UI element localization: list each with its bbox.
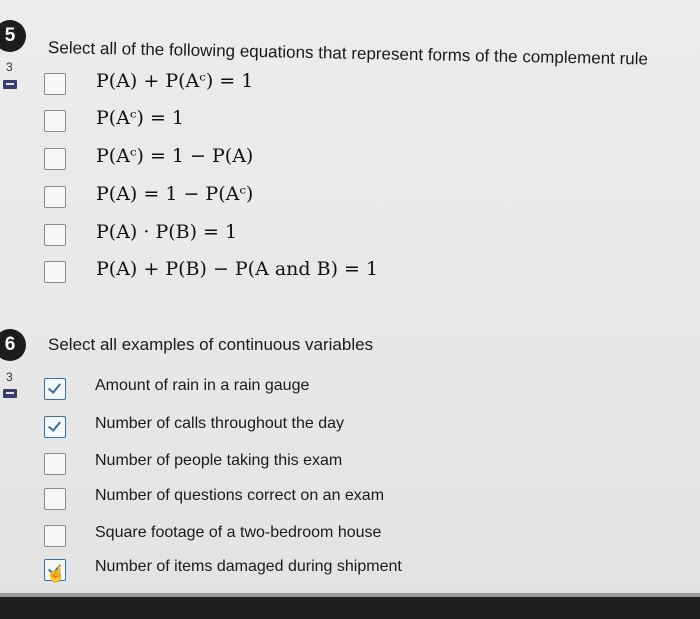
option-5[interactable] bbox=[44, 522, 604, 548]
option-label: P(A) · P(B) = 1 bbox=[96, 221, 238, 243]
option-1[interactable] bbox=[44, 375, 604, 401]
option-label: Amount of rain in a rain gauge bbox=[95, 377, 310, 394]
option-5[interactable] bbox=[44, 221, 604, 247]
points-label: 3 bbox=[6, 60, 13, 74]
points-label: 3 bbox=[6, 370, 13, 384]
hand-cursor-icon: ☝ bbox=[46, 566, 66, 583]
option-label: P(A) = 1 − P(Aᶜ) bbox=[96, 183, 254, 205]
option-label: Number of questions correct on an exam bbox=[95, 487, 385, 504]
option-2[interactable] bbox=[44, 413, 604, 439]
option-label: Number of calls throughout the day bbox=[95, 415, 345, 432]
option-3[interactable] bbox=[44, 450, 604, 476]
checkbox[interactable] bbox=[44, 261, 66, 283]
checkbox-checked[interactable] bbox=[44, 378, 66, 400]
option-label: P(Aᶜ) = 1 − P(A) bbox=[96, 145, 254, 167]
checkbox[interactable] bbox=[44, 186, 66, 208]
option-label: Number of items damaged during shipment bbox=[95, 558, 402, 575]
flag-icon[interactable] bbox=[3, 389, 17, 398]
option-2[interactable] bbox=[44, 107, 604, 133]
checkbox[interactable] bbox=[44, 224, 66, 246]
flag-icon[interactable] bbox=[3, 80, 17, 89]
question-number-badge: 5 bbox=[0, 20, 26, 52]
question-prompt: Select all examples of continuous variables bbox=[48, 335, 374, 354]
option-label: P(A) + P(B) − P(A and B) = 1 bbox=[96, 258, 379, 280]
checkbox[interactable] bbox=[44, 110, 66, 132]
checkbox[interactable] bbox=[44, 453, 66, 475]
option-label: Square footage of a two-bedroom house bbox=[95, 524, 382, 541]
option-label: P(Aᶜ) = 1 bbox=[96, 107, 184, 129]
screen-bezel bbox=[0, 597, 700, 619]
checkbox[interactable] bbox=[44, 525, 66, 547]
question-number-badge: 6 bbox=[0, 329, 26, 361]
option-label: P(A) + P(Aᶜ) = 1 bbox=[96, 70, 254, 92]
option-6[interactable] bbox=[44, 258, 604, 284]
option-label: Number of people taking this exam bbox=[95, 452, 343, 469]
checkbox[interactable] bbox=[44, 488, 66, 510]
checkbox[interactable] bbox=[44, 148, 66, 170]
checkbox[interactable] bbox=[44, 73, 66, 95]
option-4[interactable] bbox=[44, 485, 604, 511]
checkbox-checked[interactable] bbox=[44, 416, 66, 438]
option-4[interactable] bbox=[44, 183, 604, 209]
option-6[interactable] bbox=[44, 556, 604, 582]
option-3[interactable] bbox=[44, 145, 604, 171]
option-1[interactable] bbox=[44, 70, 604, 96]
question-prompt: Select all of the following equations that represent forms of the complement rule bbox=[47, 38, 649, 69]
